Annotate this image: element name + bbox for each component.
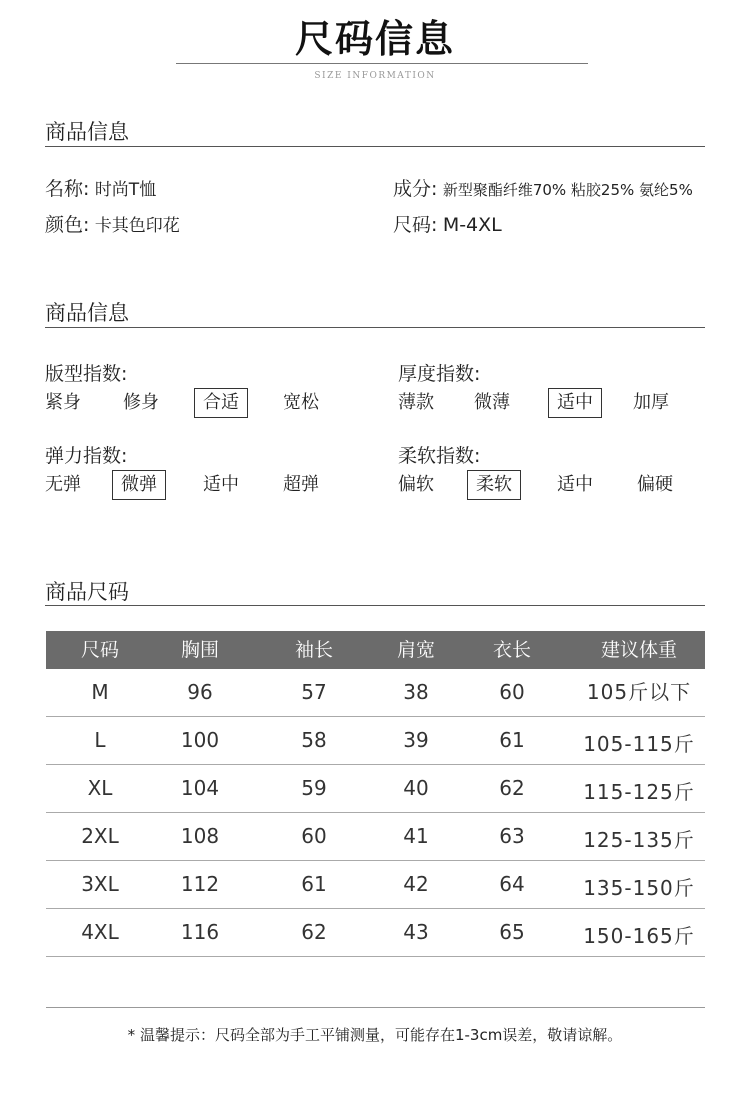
cell-weight: 115-125斤: [583, 780, 695, 804]
cell-shoulder: 38: [403, 680, 429, 704]
softness-index-label: 柔软指数:: [398, 445, 481, 467]
cell-weight: 125-135斤: [583, 828, 695, 852]
product-info-heading: 商品信息: [45, 120, 129, 144]
col-sleeve: 袖长: [294, 639, 333, 661]
product-size-label: 尺码:: [393, 214, 438, 236]
thickness-option-1: 薄款: [398, 392, 434, 413]
thickness-option-4: 加厚: [633, 392, 669, 413]
title-divider: [176, 63, 588, 64]
col-shoulder: 肩宽: [396, 639, 435, 661]
thickness-option-2: 微薄: [474, 392, 510, 413]
fit-option-2: 修身: [123, 392, 159, 413]
cell-chest: 112: [180, 872, 220, 896]
cell-chest: 104: [180, 776, 220, 800]
table-row: [46, 909, 705, 957]
cell-size: XL: [87, 776, 113, 800]
product-color-label: 颜色:: [45, 214, 90, 236]
product-composition-label: 成分:: [393, 178, 438, 200]
product-composition-value: 新型聚酯纤维70% 粘胶25% 氨纶5%: [442, 181, 693, 199]
product-composition: [393, 174, 693, 201]
cell-size: 4XL: [81, 920, 119, 944]
fit-option-1: 紧身: [45, 392, 81, 413]
footer-divider: [46, 1007, 705, 1008]
table-row: [46, 717, 705, 765]
cell-size: 3XL: [81, 872, 119, 896]
cell-size: 2XL: [81, 824, 119, 848]
cell-chest: 108: [180, 824, 220, 848]
elasticity-option-1: 无弹: [45, 474, 81, 495]
size-table-header: [46, 631, 705, 669]
cell-shoulder: 42: [403, 872, 429, 896]
cell-chest: 96: [187, 680, 213, 704]
size-chart-rule: [45, 605, 705, 606]
softness-option-4: 偏硬: [637, 474, 673, 495]
table-row: [46, 861, 705, 909]
cell-chest: 116: [180, 920, 220, 944]
cell-sleeve: 61: [301, 872, 327, 896]
cell-length: 63: [499, 824, 525, 848]
fit-option-selected: 合适: [194, 388, 248, 418]
col-weight: 建议体重: [600, 639, 677, 661]
cell-length: 60: [499, 680, 525, 704]
indices-heading: 商品信息: [45, 301, 129, 325]
cell-sleeve: 60: [301, 824, 327, 848]
cell-weight: 105斤以下: [586, 680, 692, 704]
cell-length: 62: [499, 776, 525, 800]
page-subtitle: SIZE INFORMATION: [314, 71, 436, 81]
cell-sleeve: 62: [301, 920, 327, 944]
cell-length: 61: [499, 728, 525, 752]
softness-option-3: 适中: [557, 474, 593, 495]
product-name-value: 时尚T恤: [94, 180, 157, 200]
cell-chest: 100: [180, 728, 220, 752]
table-row: [46, 669, 705, 717]
cell-sleeve: 58: [301, 728, 327, 752]
fit-index-label: 版型指数:: [45, 363, 128, 385]
cell-weight: 105-115斤: [583, 732, 695, 756]
product-name: [45, 174, 156, 201]
cell-shoulder: 39: [403, 728, 429, 752]
thickness-option-selected: 适中: [548, 388, 602, 418]
cell-sleeve: 59: [301, 776, 327, 800]
softness-option-1: 偏软: [398, 474, 434, 495]
page-title: 尺码信息: [294, 17, 455, 61]
col-size: 尺码: [80, 639, 119, 661]
col-chest: 胸围: [180, 639, 219, 661]
elasticity-option-4: 超弹: [283, 474, 319, 495]
elasticity-index-label: 弹力指数:: [45, 445, 128, 467]
cell-length: 64: [499, 872, 525, 896]
size-table: [46, 631, 705, 957]
cell-shoulder: 40: [403, 776, 429, 800]
elasticity-option-3: 适中: [203, 474, 239, 495]
cell-length: 65: [499, 920, 525, 944]
product-info-rule: [45, 146, 705, 147]
col-length: 衣长: [492, 639, 531, 661]
cell-weight: 135-150斤: [583, 876, 695, 900]
cell-shoulder: 41: [403, 824, 429, 848]
softness-option-selected: 柔软: [467, 470, 521, 500]
thickness-index-label: 厚度指数:: [398, 363, 481, 385]
product-size-range: [393, 210, 502, 237]
product-color: [45, 210, 180, 237]
indices-rule: [45, 327, 705, 328]
measurement-note: * 温馨提示：尺码全部为手工平铺测量，可能存在1-3cm误差，敬请谅解。: [127, 1026, 623, 1044]
cell-weight: 150-165斤: [583, 924, 695, 948]
product-size-value: M-4XL: [442, 214, 502, 236]
table-row: [46, 765, 705, 813]
size-chart-heading: 商品尺码: [45, 580, 129, 604]
product-color-value: 卡其色印花: [94, 216, 180, 236]
elasticity-option-selected: 微弹: [112, 470, 166, 500]
cell-size: M: [91, 680, 109, 704]
cell-shoulder: 43: [403, 920, 429, 944]
cell-size: L: [94, 728, 106, 752]
table-row: [46, 813, 705, 861]
cell-sleeve: 57: [301, 680, 327, 704]
product-name-label: 名称:: [45, 178, 90, 200]
fit-option-4: 宽松: [283, 392, 319, 413]
